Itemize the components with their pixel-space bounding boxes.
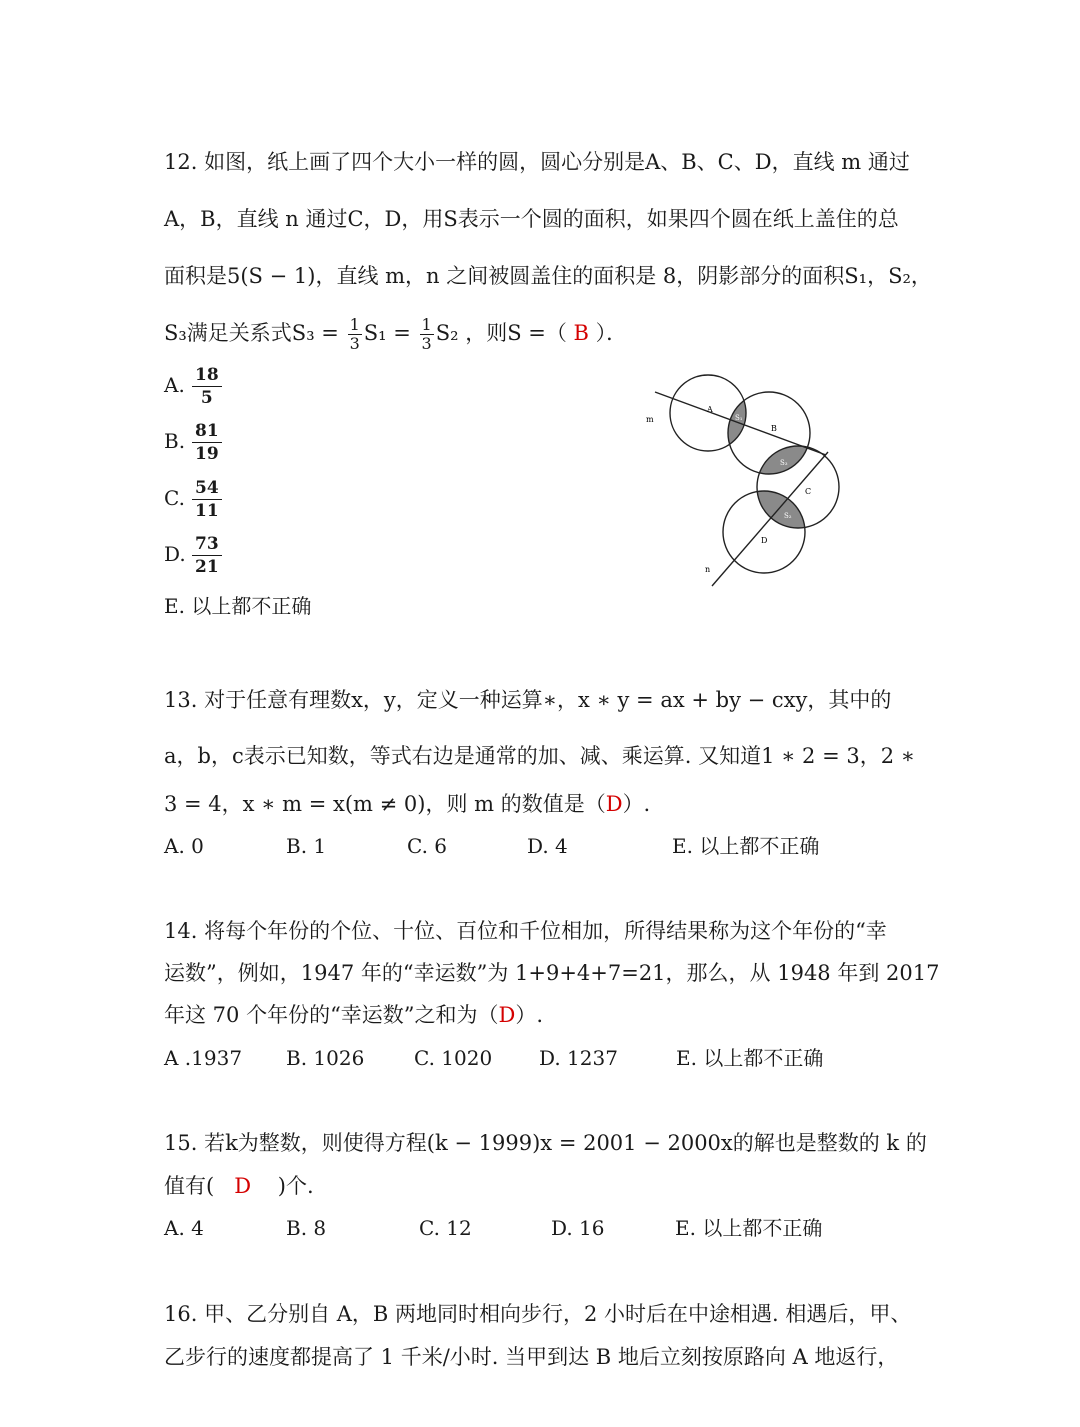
q14-option-c: C. 1020 <box>414 1046 493 1070</box>
q12-option-a: A. $\frac{18}{5}$ <box>164 364 222 409</box>
q15-answer: D <box>234 1174 252 1198</box>
q12-line-4 <box>164 316 627 353</box>
label-b: B <box>771 424 777 433</box>
q13-option-a: A. 0 <box>164 834 204 858</box>
q13-answer: D <box>605 792 623 816</box>
fraction-one-third-a: $\frac{1}{3}$ <box>349 315 360 353</box>
four-circles-figure <box>640 365 850 595</box>
q13-option-e: E. 以上都不正确 <box>672 834 820 858</box>
q15-line-2: 值有( D )个. <box>164 1174 314 1198</box>
fraction-one-third-b: $\frac{1}{3}$ <box>421 315 432 353</box>
q12-option-b: B. $\frac{81}{19}$ <box>164 420 222 465</box>
q16-line-1: 16. 甲、乙分别自 A，B 两地同时相向步行，2 小时后在中途相遇. 相遇后，甲、 <box>164 1302 912 1326</box>
q13-line-3: 3 = 4，x ∗ m = x(m ≠ 0)，则 m 的数值是（D）. <box>164 792 651 816</box>
q16-line-2: 乙步行的速度都提高了 1 千米/小时. 当甲到达 B 地后立刻按原路向 A 地返行， <box>164 1345 899 1369</box>
q14-option-d: D. 1237 <box>539 1046 618 1070</box>
q14-option-e: E. 以上都不正确 <box>676 1046 824 1070</box>
line-m <box>655 392 826 455</box>
q13-option-b: B. 1 <box>286 834 327 858</box>
q12-line-3: 面积是5(S − 1)，直线 m，n 之间被圆盖住的面积是 8，阴影部分的面积S₁，S₂， <box>164 264 932 288</box>
q14-line-3: 年这 70 个年份的“幸运数”之和为（D）. <box>164 1003 544 1027</box>
q12-line-2: A，B，直线 n 通过C，D，用S表示一个圆的面积，如果四个圆在纸上盖住的总 <box>164 207 899 231</box>
label-c: C <box>805 487 812 496</box>
q12-option-d: D. $\frac{73}{21}$ <box>164 533 222 578</box>
label-n: n <box>705 565 711 574</box>
q12-option-e: E. 以上都不正确 <box>164 594 312 618</box>
q15-option-d: D. 16 <box>551 1216 605 1240</box>
q12-s1: S₁ = <box>363 321 411 345</box>
label-s2: S₂ <box>784 512 792 520</box>
q13-line-2: a，b，c表示已知数，等式右边是通常的加、减、乘运算. 又知道1 ∗ 2 = 3，2 ∗ <box>164 744 916 768</box>
q12-s2: S₂ ，则S =（ <box>435 321 567 345</box>
q12-line-1: 12. 如图，纸上画了四个大小一样的圆，圆心分别是A、B、C、D，直线 m 通过 <box>164 150 910 174</box>
q12-answer: B <box>573 321 589 345</box>
q14-line-1: 14. 将每个年份的个位、十位、百位和千位相加，所得结果称为这个年份的“幸 <box>164 919 887 943</box>
q12-line-4-post: ）． <box>595 321 628 345</box>
q15-line-1: 15. 若k为整数，则使得方程(k − 1999)x = 2001 − 2000x的解也是整数的 k 的 <box>164 1131 927 1155</box>
q14-option-b: B. 1026 <box>286 1046 365 1070</box>
label-m: m <box>646 415 654 424</box>
q15-option-a: A. 4 <box>164 1216 204 1240</box>
q15-option-e: E. 以上都不正确 <box>675 1216 823 1240</box>
q13-option-d: D. 4 <box>527 834 568 858</box>
q14-answer: D <box>498 1003 516 1027</box>
label-s3: S₃ <box>780 459 788 467</box>
q14-line-2: 运数”，例如，1947 年的“幸运数”为 1+9+4+7=21，那么，从 1948 年到 2017 <box>164 961 940 985</box>
q13-option-c: C. 6 <box>407 834 448 858</box>
label-a: A <box>707 405 713 414</box>
label-d: D <box>761 536 768 545</box>
q13-line-1: 13. 对于任意有理数x，y，定义一种运算∗，x ∗ y = ax + by − cxy，其中的 <box>164 688 892 712</box>
label-s1: S₁ <box>735 414 743 422</box>
q12-option-c: C. $\frac{54}{11}$ <box>164 477 222 522</box>
q14-option-a: A .1937 <box>164 1046 243 1070</box>
q15-option-b: B. 8 <box>286 1216 327 1240</box>
q15-option-c: C. 12 <box>419 1216 472 1240</box>
q12-line-4-pre: S₃满足关系式S₃ = <box>164 321 339 345</box>
